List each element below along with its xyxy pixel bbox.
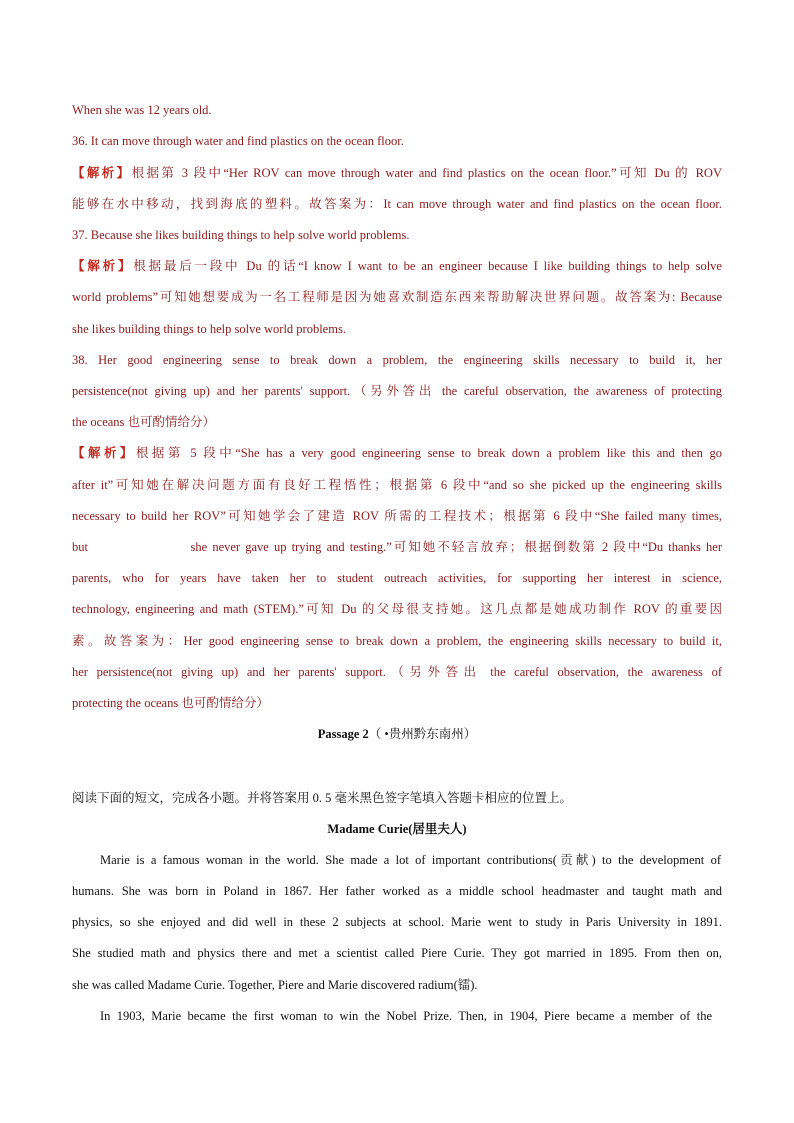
paragraph-2-line-1: In 1903, Marie became the first woman to win the Nobel Prize. Then, in 1904, Piere became a member of the <box>100 1009 712 1023</box>
answer-38-line-3: the oceans 也可酌情给分） <box>72 415 216 429</box>
analysis-tag: 【解析】 <box>72 166 132 180</box>
paragraph-1-line-2: humans. She was born in Poland in 1867. Her father worked as a middle school headmaster and taught math and <box>72 884 722 898</box>
answer-37-analysis-line-3: she likes building things to help solve world problems. <box>72 322 346 336</box>
answer-36: 36. It can move through water and find plastics on the ocean floor. <box>72 134 404 148</box>
answer-38-analysis-line-2: after it”可知她在解决问题方面有良好工程悟性；根据第 6 段中“and so she picked up the engineering skills <box>72 478 722 492</box>
answer-38-analysis-line-4: but she never gave up trying and testing.”可知她不轻言放弃；根据倒数第 2 段中“Du thanks her <box>72 540 722 554</box>
paragraph-1-line-4: She studied math and physics there and met a scientist called Piere Curie. They got married in 1895. From then on, <box>72 946 722 960</box>
answer-38-analysis-line-1: 【解析】根据第 5 段中“She has a very good engineering sense to break down a problem like this and then go <box>72 446 722 460</box>
answer-36-analysis-line-2: 能够在水中移动，找到海底的塑料。故答案为：It can move through water and find plastics on the ocean floor. <box>72 197 722 211</box>
answer-37-analysis-line-1: 【解析】根据最后一段中 Du 的话“I know I want to be an engineer because I like building things to help solve <box>72 259 722 273</box>
answer-38-analysis-line-6: technology, engineering and math (STEM).”可知 Du 的父母很支持她。这几点都是她成功制作 ROV 的重要因 <box>72 602 722 616</box>
analysis-tag: 【解析】 <box>72 446 136 460</box>
paragraph-1-line-1: Marie is a famous woman in the world. She made a lot of important contributions(贡献) to the development of <box>100 853 721 867</box>
answer-37: 37. Because she likes building things to help solve world problems. <box>72 228 410 242</box>
answer-38-analysis-line-3: necessary to build her ROV”可知她学会了建造 ROV 所需的工程技术；根据第 6 段中“She failed many times, <box>72 509 722 523</box>
answer-38-analysis-line-5: parents, who for years have taken her to student outreach activities, for supporting her interest in science, <box>72 571 722 585</box>
paragraph-1-line-5: she was called Madame Curie. Together, Piere and Marie discovered radium(镭). <box>72 978 478 992</box>
reading-instruction: 阅读下面的短文，完成各小题。并将答案用 0. 5 毫米黑色签字笔填入答题卡相应的位置上。 <box>72 791 573 805</box>
analysis-tag: 【解析】 <box>72 259 134 273</box>
answer-38-line-2: persistence(not giving up) and her parents' support.（另外答出 the careful observation, the awareness of protecting <box>72 384 722 398</box>
passage-heading: Passage 2（ •贵州黔东南州） <box>317 727 477 741</box>
answer-37-analysis-line-2: world problems”可知她想要成为一名工程师是因为她喜欢制造东西来帮助解决世界问题。故答案为: Because <box>72 290 722 304</box>
answer-35-tail: When she was 12 years old. <box>72 103 212 117</box>
answer-38-analysis-line-9: protecting the oceans 也可酌情给分） <box>72 696 269 710</box>
answer-38-line-1: 38. Her good engineering sense to break down a problem, the engineering skills necessary to build it, her <box>72 353 722 367</box>
answer-36-analysis-line-1: 【解析】根据第 3 段中“Her ROV can move through water and find plastics on the ocean floor.”可知 Du 的 ROV <box>72 166 722 180</box>
passage-title: Madame Curie(居里夫人) <box>327 822 467 836</box>
answer-38-analysis-line-8: her persistence(not giving up) and her parents' support.（另外答出 the careful observation, the awareness of <box>72 665 722 679</box>
paragraph-1-line-3: physics, so she enjoyed and did well in these 2 subjects at school. Marie went to study in Paris University in 1891. <box>72 915 722 929</box>
answer-38-analysis-line-7: 素。故答案为：Her good engineering sense to break down a problem, the engineering skills necessary to build it, <box>72 634 722 648</box>
